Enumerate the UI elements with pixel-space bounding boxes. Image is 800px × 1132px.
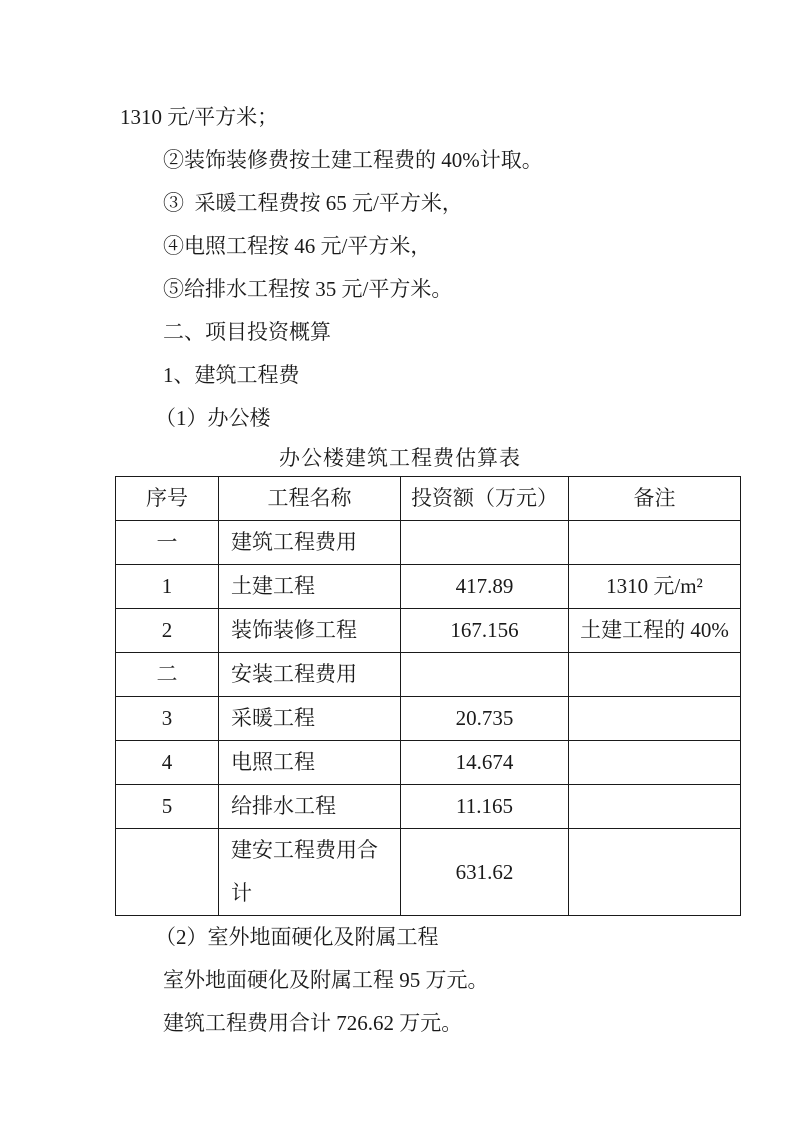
cell-amount [401, 653, 569, 697]
header-cell-name: 工程名称 [219, 477, 401, 521]
header-cell-amount: 投资额（万元） [401, 477, 569, 521]
cell-amount: 20.735 [401, 697, 569, 741]
paragraph-item-2: ②装饰装修费按土建工程费的 40%计取。 [163, 148, 543, 172]
cell-remark [569, 741, 741, 785]
cell-name: 采暖工程 [219, 697, 401, 741]
cell-remark [569, 785, 741, 829]
cell-amount: 417.89 [401, 565, 569, 609]
paragraph-item-3: ③ 采暖工程费按 65 元/平方米， [163, 191, 463, 215]
table-header-row [116, 477, 741, 521]
heading-sub-1-item-2: （2）室外地面硬化及附属工程 [155, 925, 439, 949]
cell-remark [569, 653, 741, 697]
heading-section-2: 二、项目投资概算 [163, 320, 331, 344]
cell-seq: 1 [116, 565, 219, 609]
paragraph-item-4: ④电照工程按 46 元/平方米， [163, 234, 432, 258]
cell-amount: 11.165 [401, 785, 569, 829]
cell-name: 建筑工程费用 [219, 521, 401, 565]
table-row [116, 741, 741, 785]
table-row [116, 697, 741, 741]
heading-sub-1: 1、建筑工程费 [163, 363, 300, 387]
header-cell-seq: 序号 [116, 477, 219, 521]
cell-remark: 土建工程的 40% [569, 609, 741, 653]
cell-remark: 1310 元/m² [569, 565, 741, 609]
paragraph-item-5: ⑤给排水工程按 35 元/平方米。 [163, 277, 453, 301]
table-row-total [116, 829, 741, 916]
table-row [116, 609, 741, 653]
table-title: 办公楼建筑工程费估算表 [279, 446, 521, 470]
cell-seq: 一 [116, 521, 219, 565]
estimate-table [115, 476, 741, 916]
header-cell-remark: 备注 [569, 477, 741, 521]
table-row [116, 653, 741, 697]
cell-name: 装饰装修工程 [219, 609, 401, 653]
cell-seq [116, 829, 219, 916]
table-row [116, 785, 741, 829]
cell-remark [569, 829, 741, 916]
heading-sub-1-item-1: （1）办公楼 [155, 406, 271, 430]
cell-amount [401, 521, 569, 565]
cell-seq: 3 [116, 697, 219, 741]
cell-name: 给排水工程 [219, 785, 401, 829]
cell-name: 安装工程费用 [219, 653, 401, 697]
cell-seq: 5 [116, 785, 219, 829]
paragraph-note-outdoor: 室外地面硬化及附属工程 95 万元。 [163, 968, 489, 992]
cell-seq: 2 [116, 609, 219, 653]
cell-amount: 631.62 [401, 829, 569, 916]
cell-name: 土建工程 [219, 565, 401, 609]
table-row [116, 521, 741, 565]
cell-remark [569, 521, 741, 565]
table-row [116, 565, 741, 609]
cell-seq: 4 [116, 741, 219, 785]
cell-name: 建安工程费用合计 [219, 829, 401, 916]
cell-seq: 二 [116, 653, 219, 697]
cell-amount: 14.674 [401, 741, 569, 785]
cell-name: 电照工程 [219, 741, 401, 785]
paragraph-note-total: 建筑工程费用合计 726.62 万元。 [163, 1011, 463, 1035]
cell-amount: 167.156 [401, 609, 569, 653]
paragraph-carryover: 1310 元/平方米； [120, 105, 279, 129]
cell-remark [569, 697, 741, 741]
